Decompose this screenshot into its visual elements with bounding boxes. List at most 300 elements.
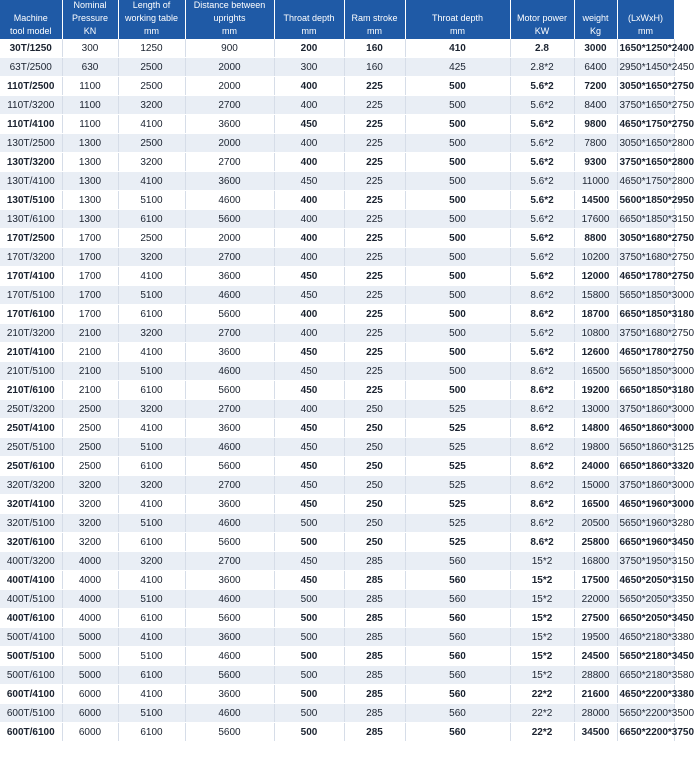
table-cell: 3050*1650*2750 [617,77,674,96]
table-cell: 4650*2180*3380 [617,628,674,647]
table-cell: 285 [344,628,405,647]
table-cell: 3750*1950*3150 [617,552,674,571]
table-cell: 4000 [62,571,118,590]
table-cell: 5.6*2 [510,229,574,248]
column-header-line: Ram stroke [351,13,398,23]
column-header-line: KN [83,26,97,36]
table-cell: 225 [344,343,405,362]
table-cell: 5600 [185,723,274,742]
table-cell: 10200 [574,248,617,267]
table-cell: 500 [405,96,510,115]
table-row [0,495,674,514]
table-cell: 450 [274,381,344,400]
machine-model-cell: 110T/4100 [0,115,62,134]
table-cell: 525 [405,438,510,457]
machine-model-cell: 400T/5100 [0,590,62,609]
table-cell: 500 [405,191,510,210]
table-cell: 3200 [62,476,118,495]
table-cell: 3200 [118,248,185,267]
table-cell: 15*2 [510,666,574,685]
table-cell: 3050*1650*2800 [617,134,674,153]
table-cell: 410 [405,39,510,58]
machine-model-cell: 250T/3200 [0,400,62,419]
table-cell: 19500 [574,628,617,647]
table-cell: 2100 [62,381,118,400]
table-cell: 500 [405,305,510,324]
machine-model-cell: 130T/4100 [0,172,62,191]
column-header-line: mm [222,26,237,36]
table-cell: 500 [405,77,510,96]
table-cell: 8.6*2 [510,514,574,533]
column-header-line: mm [144,26,159,36]
table-cell: 2700 [185,153,274,172]
table-cell: 6100 [118,381,185,400]
table-row [0,362,674,381]
table-cell: 3200 [118,400,185,419]
table-cell: 4100 [118,419,185,438]
table-cell: 8.6*2 [510,495,574,514]
table-cell: 6100 [118,609,185,628]
table-cell: 425 [405,58,510,77]
column-header-line: Throat depth [431,13,484,23]
column-header-line: Nominal [73,0,107,10]
table-cell: 3000 [574,39,617,58]
table-cell: 5600 [185,381,274,400]
machine-model-cell: 500T/5100 [0,647,62,666]
table-row [0,552,674,571]
table-cell: 5.6*2 [510,77,574,96]
table-cell: 4650*2200*3380 [617,685,674,704]
table-cell: 14500 [574,191,617,210]
table-cell: 200 [274,39,344,58]
table-row [0,381,674,400]
table-cell: 5100 [118,286,185,305]
table-cell: 225 [344,267,405,286]
table-cell: 630 [62,58,118,77]
table-cell: 5650*1960*3280 [617,514,674,533]
table-cell: 5650*2050*3350 [617,590,674,609]
table-cell: 5.6*2 [510,191,574,210]
table-cell: 25800 [574,533,617,552]
table-cell: 285 [344,552,405,571]
table-cell: 3600 [185,343,274,362]
machine-model-cell: 110T/2500 [0,77,62,96]
table-cell: 6100 [118,666,185,685]
table-cell: 4100 [118,628,185,647]
table-cell: 4600 [185,704,274,723]
table-cell: 2000 [185,58,274,77]
table-cell: 7800 [574,134,617,153]
table-cell: 2.8*2 [510,58,574,77]
table-cell: 5.6*2 [510,324,574,343]
table-cell: 225 [344,381,405,400]
table-cell: 22*2 [510,704,574,723]
table-cell: 4600 [185,590,274,609]
table-cell: 1300 [62,172,118,191]
table-cell: 5100 [118,191,185,210]
table-cell: 500 [274,704,344,723]
machine-model-cell: 500T/4100 [0,628,62,647]
table-cell: 4100 [118,571,185,590]
table-cell: 4100 [118,267,185,286]
machine-model-cell: 210T/4100 [0,343,62,362]
table-cell: 28800 [574,666,617,685]
table-cell: 22*2 [510,685,574,704]
table-cell: 450 [274,267,344,286]
table-cell: 300 [274,58,344,77]
table-cell: 4600 [185,286,274,305]
table-cell: 4650*1780*2750 [617,343,674,362]
table-cell: 6650*2180*3580 [617,666,674,685]
table-cell: 400 [274,134,344,153]
table-cell: 6100 [118,457,185,476]
table-cell: 5.6*2 [510,267,574,286]
table-cell: 500 [405,115,510,134]
table-row [0,115,674,134]
table-cell: 3200 [118,96,185,115]
table-cell: 1700 [62,267,118,286]
table-row [0,723,674,742]
table-cell: 3200 [62,495,118,514]
table-cell: 8.6*2 [510,286,574,305]
machine-model-cell: 170T/6100 [0,305,62,324]
table-cell: 300 [62,39,118,58]
table-cell: 450 [274,419,344,438]
table-cell: 250 [344,476,405,495]
table-cell: 7200 [574,77,617,96]
table-cell: 225 [344,305,405,324]
table-cell: 500 [405,343,510,362]
table-cell: 4600 [185,514,274,533]
table-cell: 6100 [118,533,185,552]
table-cell: 2500 [118,229,185,248]
table-cell: 2000 [185,229,274,248]
table-cell: 5.6*2 [510,115,574,134]
table-cell: 400 [274,153,344,172]
table-row [0,590,674,609]
table-cell: 4100 [118,343,185,362]
table-cell: 250 [344,514,405,533]
column-header-line: working table [124,13,179,23]
machine-model-cell: 110T/3200 [0,96,62,115]
machine-model-cell: 400T/6100 [0,609,62,628]
machine-model-cell: 250T/4100 [0,419,62,438]
table-row [0,571,674,590]
table-cell: 500 [405,267,510,286]
table-cell: 250 [344,419,405,438]
table-cell: 2500 [62,457,118,476]
table-cell: 900 [185,39,274,58]
table-cell: 450 [274,552,344,571]
table-cell: 14800 [574,419,617,438]
table-cell: 500 [405,362,510,381]
table-cell: 8.6*2 [510,457,574,476]
table-cell: 5100 [118,514,185,533]
machine-model-cell: 210T/6100 [0,381,62,400]
machine-model-cell: 320T/6100 [0,533,62,552]
table-cell: 5600 [185,210,274,229]
table-cell: 3750*1650*2750 [617,96,674,115]
table-cell: 2.8 [510,39,574,58]
table-cell: 400 [274,400,344,419]
table-cell: 250 [344,400,405,419]
table-cell: 2100 [62,362,118,381]
table-cell: 5.6*2 [510,343,574,362]
table-cell: 450 [274,343,344,362]
table-cell: 5000 [62,647,118,666]
table-cell: 3600 [185,495,274,514]
table-cell: 400 [274,77,344,96]
table-cell: 9300 [574,153,617,172]
table-row [0,172,674,191]
table-cell: 1100 [62,77,118,96]
machine-model-cell: 130T/3200 [0,153,62,172]
table-cell: 500 [274,609,344,628]
table-cell: 16500 [574,362,617,381]
table-cell: 6000 [62,704,118,723]
table-cell: 525 [405,533,510,552]
table-cell: 22*2 [510,723,574,742]
table-cell: 24000 [574,457,617,476]
table-cell: 4600 [185,438,274,457]
column-header [405,0,510,39]
table-cell: 4650*1750*2750 [617,115,674,134]
column-header [344,0,405,39]
table-cell: 2500 [118,134,185,153]
table-cell: 450 [274,362,344,381]
machine-model-cell: 400T/4100 [0,571,62,590]
table-cell: 2500 [62,438,118,457]
table-row [0,457,674,476]
table-cell: 4000 [62,552,118,571]
table-cell: 2700 [185,324,274,343]
machine-model-cell: 600T/6100 [0,723,62,742]
table-cell: 5600 [185,609,274,628]
machine-model-cell: 400T/3200 [0,552,62,571]
table-row [0,666,674,685]
table-cell: 560 [405,685,510,704]
table-row [0,77,674,96]
table-cell: 6650*1850*3150 [617,210,674,229]
machine-model-cell: 600T/4100 [0,685,62,704]
column-header [574,0,617,39]
table-cell: 450 [274,438,344,457]
table-cell: 20500 [574,514,617,533]
machine-model-cell: 170T/5100 [0,286,62,305]
table-cell: 1700 [62,229,118,248]
table-cell: 2700 [185,96,274,115]
table-cell: 560 [405,704,510,723]
table-cell: 250 [344,495,405,514]
table-cell: 6100 [118,723,185,742]
table-cell: 13000 [574,400,617,419]
table-cell: 3750*1650*2800 [617,153,674,172]
table-cell: 19200 [574,381,617,400]
table-cell: 500 [274,533,344,552]
table-cell: 2700 [185,400,274,419]
table-cell: 2000 [185,134,274,153]
table-cell: 4600 [185,647,274,666]
table-cell: 15*2 [510,647,574,666]
table-cell: 15*2 [510,571,574,590]
table-cell: 4100 [118,172,185,191]
table-cell: 500 [405,381,510,400]
column-header-line: Throat depth [283,13,335,23]
table-cell: 525 [405,457,510,476]
table-cell: 500 [274,666,344,685]
table-cell: 3600 [185,571,274,590]
table-cell: 225 [344,248,405,267]
table-cell: 12000 [574,267,617,286]
table-cell: 5100 [118,438,185,457]
table-cell: 525 [405,514,510,533]
table-cell: 12600 [574,343,617,362]
table-cell: 5.6*2 [510,134,574,153]
table-cell: 2500 [118,58,185,77]
table-cell: 4650*1960*3000 [617,495,674,514]
table-cell: 4650*1780*2750 [617,267,674,286]
table-cell: 2700 [185,476,274,495]
table-cell: 1300 [62,191,118,210]
table-row [0,476,674,495]
table-cell: 3200 [62,533,118,552]
table-cell: 4100 [118,685,185,704]
table-cell: 11000 [574,172,617,191]
table-cell: 5600*1850*2950 [617,191,674,210]
column-header-line: KW [534,26,550,36]
table-cell: 6100 [118,305,185,324]
table-cell: 6650*1860*3320 [617,457,674,476]
table-cell: 4650*2050*3150 [617,571,674,590]
table-body [0,39,694,742]
column-header-line: weight [582,13,609,23]
table-cell: 400 [274,324,344,343]
column-header-line: Machine [13,13,48,23]
table-cell: 560 [405,723,510,742]
table-cell: 225 [344,96,405,115]
table-cell: 400 [274,96,344,115]
table-cell: 2100 [62,343,118,362]
table-cell: 1650*1250*2400 [617,39,674,58]
table-cell: 5100 [118,647,185,666]
table-cell: 3050*1680*2750 [617,229,674,248]
column-header-line: Motor power [516,13,568,23]
table-cell: 2500 [62,419,118,438]
table-cell: 500 [274,685,344,704]
table-cell: 9800 [574,115,617,134]
table-cell: 5.6*2 [510,172,574,191]
table-row [0,514,674,533]
table-cell: 5.6*2 [510,210,574,229]
table-cell: 4000 [62,609,118,628]
table-cell: 285 [344,647,405,666]
table-cell: 21600 [574,685,617,704]
table-row [0,628,674,647]
machine-model-cell: 320T/4100 [0,495,62,514]
table-cell: 500 [274,628,344,647]
table-cell: 1100 [62,96,118,115]
table-cell: 15*2 [510,628,574,647]
table-cell: 19800 [574,438,617,457]
table-cell: 500 [405,153,510,172]
machine-model-cell: 320T/5100 [0,514,62,533]
table-cell: 18700 [574,305,617,324]
table-header-row [0,0,674,39]
table-row [0,286,674,305]
table-cell: 450 [274,495,344,514]
column-header [0,0,62,39]
table-cell: 225 [344,172,405,191]
table-cell: 8.6*2 [510,400,574,419]
table-cell: 15*2 [510,590,574,609]
table-cell: 4650*1860*3000 [617,419,674,438]
table-cell: 525 [405,400,510,419]
table-cell: 450 [274,115,344,134]
table-cell: 8400 [574,96,617,115]
table-cell: 2700 [185,248,274,267]
table-cell: 225 [344,210,405,229]
table-row [0,704,674,723]
table-row [0,191,674,210]
column-header-line: mm [301,26,317,36]
table-cell: 16500 [574,495,617,514]
table-row [0,248,674,267]
table-row [0,96,674,115]
table-cell: 5100 [118,362,185,381]
table-cell: 525 [405,495,510,514]
table-cell: 5100 [118,590,185,609]
table-cell: 6650*1850*3180 [617,381,674,400]
machine-model-cell: 210T/3200 [0,324,62,343]
column-header-line: uprights [213,13,246,23]
table-cell: 2700 [185,552,274,571]
table-cell: 17500 [574,571,617,590]
column-header-line: Length of [132,0,171,10]
table-cell: 1100 [62,115,118,134]
table-cell: 400 [274,248,344,267]
table-cell: 6650*1960*3450 [617,533,674,552]
machine-model-cell: 500T/6100 [0,666,62,685]
table-cell: 34500 [574,723,617,742]
table-cell: 560 [405,590,510,609]
table-cell: 5600 [185,457,274,476]
table-cell: 500 [274,590,344,609]
table-row [0,609,674,628]
column-header [617,0,674,39]
table-cell: 500 [405,210,510,229]
table-cell: 450 [274,457,344,476]
machine-model-cell: 210T/5100 [0,362,62,381]
table-cell: 525 [405,419,510,438]
table-cell: 500 [405,286,510,305]
table-row [0,419,674,438]
machine-model-cell: 170T/3200 [0,248,62,267]
table-cell: 3200 [118,552,185,571]
table-cell: 4100 [118,115,185,134]
machine-model-cell: 250T/5100 [0,438,62,457]
table-cell: 450 [274,571,344,590]
table-cell: 5.6*2 [510,153,574,172]
table-cell: 225 [344,153,405,172]
table-cell: 10800 [574,324,617,343]
table-cell: 3600 [185,115,274,134]
table-cell: 5.6*2 [510,248,574,267]
table-cell: 285 [344,685,405,704]
table-row [0,229,674,248]
table-cell: 2500 [62,400,118,419]
table-cell: 8.6*2 [510,438,574,457]
machine-model-cell: 170T/2500 [0,229,62,248]
